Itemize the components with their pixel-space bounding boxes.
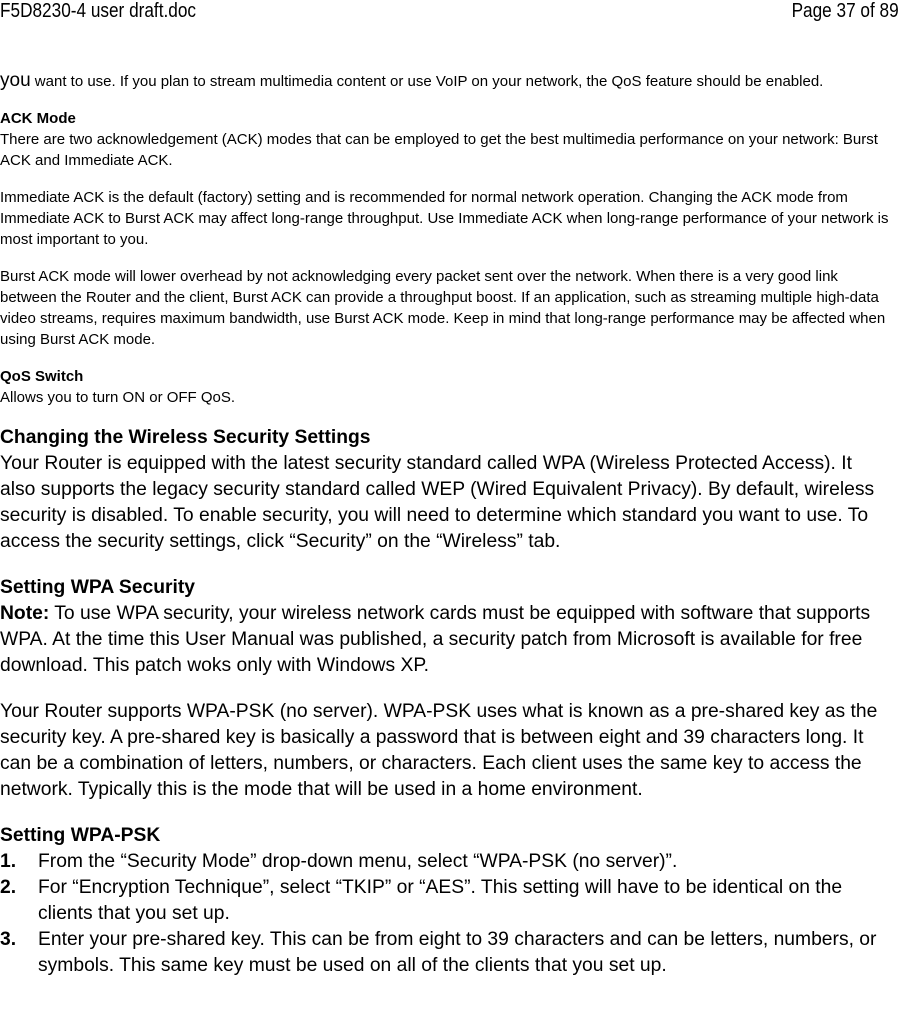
list-item bbox=[0, 927, 890, 979]
wpa-note bbox=[0, 601, 890, 679]
intro-first-word: you bbox=[0, 70, 31, 91]
step-text: Enter your pre-shared key. This can be from eight to 39 characters and can be letters, numbers, or symbols. This same key must be used on all of the clients that you set up. bbox=[38, 929, 877, 976]
wpa-note-label: Note: bbox=[0, 603, 50, 624]
document-body bbox=[0, 70, 890, 979]
qos-switch-heading: QoS Switch bbox=[0, 368, 84, 385]
step-text: For “Encryption Technique”, select “TKIP” or “AES”. This setting will have to be identical on the clients that you set up. bbox=[38, 877, 843, 924]
intro-text: want to use. If you plan to stream multimedia content or use VoIP on your network, the QoS feature should be enabled. bbox=[30, 73, 824, 90]
wpa-heading: Setting WPA Security bbox=[0, 577, 195, 598]
wpa-psk-heading: Setting WPA-PSK bbox=[0, 825, 161, 846]
wpa-psk-steps bbox=[0, 849, 890, 979]
security-paragraph: Your Router is equipped with the latest security standard called WPA (Wireless Protected Access). It also supports the legacy security standard called WEP (Wired Equivalent Privacy). By default, wireless security is disabled. To enable security, you will need to determine which standard you want to use. To access the security settings, click “Security” on the “Wireless” tab. bbox=[0, 453, 875, 552]
page-number: Page 37 of 89 bbox=[791, 0, 899, 22]
intro-paragraph bbox=[0, 70, 890, 92]
list-item bbox=[0, 875, 890, 927]
list-item bbox=[0, 849, 890, 875]
document-filename: F5D8230-4 user draft.doc bbox=[0, 0, 196, 22]
page-header bbox=[0, 0, 899, 24]
security-heading: Changing the Wireless Security Settings bbox=[0, 427, 371, 448]
step-text: From the “Security Mode” drop-down menu, select “WPA-PSK (no server)”. bbox=[38, 851, 678, 872]
ack-mode-paragraph-3: Burst ACK mode will lower overhead by not acknowledging every packet sent over the network. When there is a very good link between the Router and the client, Burst ACK can provide a throughput boost. If an application, such as streaming multiple high-data video streams, requires maximum bandwidth, use Burst ACK mode. Keep in mind that long-range performance may be affected when using Burst ACK mode. bbox=[0, 268, 886, 348]
ack-mode-heading: ACK Mode bbox=[0, 110, 76, 127]
ack-mode-paragraph-1: There are two acknowledgement (ACK) modes that can be employed to get the best multimedia performance on your network: Burst ACK and Immediate ACK. bbox=[0, 131, 878, 169]
qos-switch-paragraph: Allows you to turn ON or OFF QoS. bbox=[0, 389, 236, 406]
ack-mode-paragraph-2: Immediate ACK is the default (factory) setting and is recommended for normal network operation. Changing the ACK mode from Immediate ACK to Burst ACK may affect long-range throughput. Use Immediate ACK when long-range performance of your network is most important to you. bbox=[0, 189, 889, 248]
step-number: 1. bbox=[0, 851, 17, 872]
step-number: 2. bbox=[0, 877, 17, 898]
step-number: 3. bbox=[0, 929, 17, 950]
wpa-note-text: To use WPA security, your wireless network cards must be equipped with software that supports WPA. At the time this User Manual was published, a security patch from Microsoft is available for free download. This patch woks only with Windows XP. bbox=[0, 603, 871, 676]
wpa-psk-description: Your Router supports WPA-PSK (no server). WPA-PSK uses what is known as a pre-shared key as the security key. A pre-shared key is basically a password that is between eight and 39 characters long. It can be a combination of letters, numbers, or characters. Each client uses the same key to access the network. Typically this is the mode that will be used in a home environment. bbox=[0, 701, 878, 800]
